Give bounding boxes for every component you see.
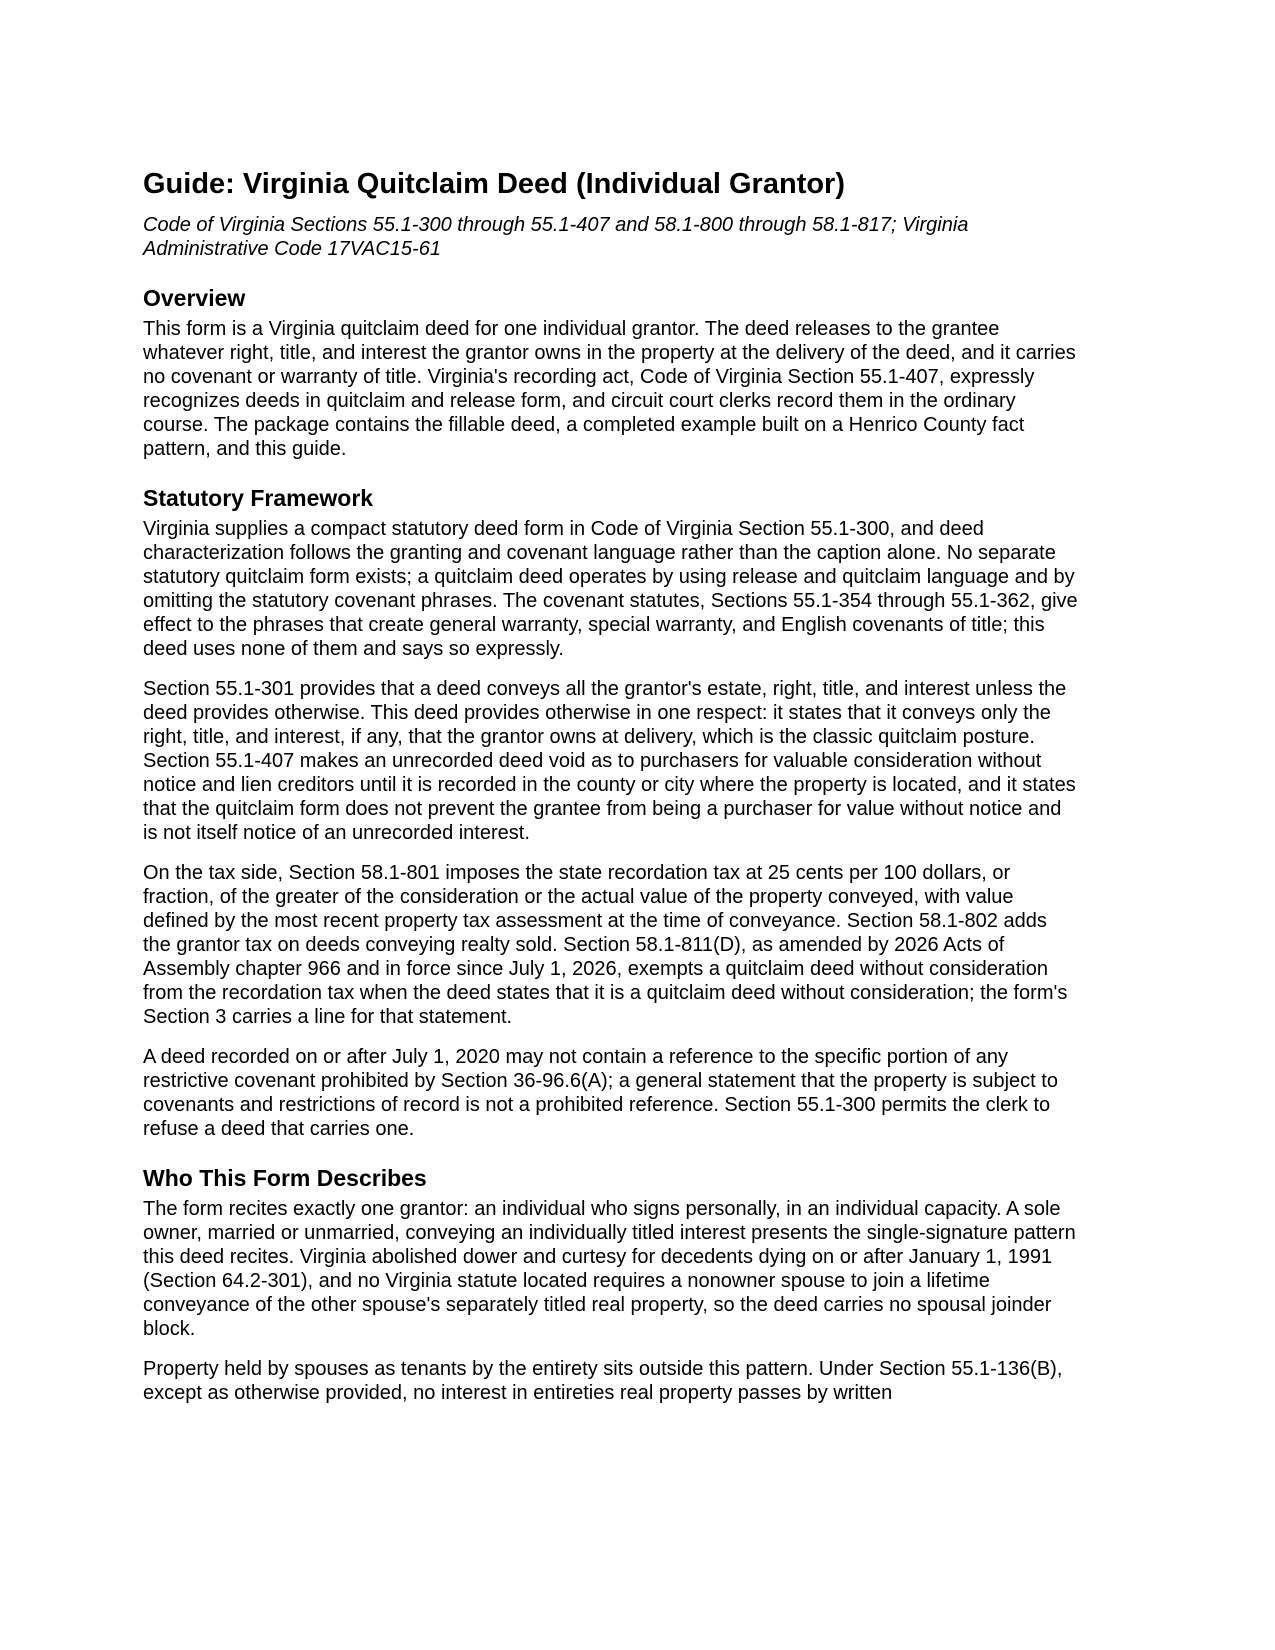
framework-paragraph-1: Virginia supplies a compact statutory deed form in Code of Virginia Section 55.1-300, and deed characterization follows the granting and covenant language rather than the caption alone. No separate statutory quitclaim form exists; a quitclaim deed operates by using release and quitclaim language and by omitting the statutory covenant phrases. The covenant statutes, Sections 55.1-354 through 55.1-362, give effect to the phrases that create general warranty, special warranty, and English covenants of title; this deed uses none of them and says so expressly.	[143, 518, 1078, 660]
section-heading-who-this-form-describes: Who This Form Describes	[143, 1165, 427, 1191]
section-heading-statutory-framework: Statutory Framework	[143, 485, 374, 511]
framework-paragraph-3: On the tax side, Section 58.1-801 imposes the state recordation tax at 25 cents per 100 dollars, or fraction, of the greater of the consideration or the actual value of the property conveyed, with value defined by the most recent property tax assessment at the time of conveyance. Section 58.1-802 adds the grantor tax on deeds conveying realty sold. Section 58.1-811(D), as amended by 2026 Acts of Assembly chapter 966 and in force since July 1, 2026, exempts a quitclaim deed without consideration from the recordation tax when the deed states that it is a quitclaim deed without consideration; the form's Section 3 carries a line for that statement.	[143, 862, 1068, 1028]
document-subtitle: Code of Virginia Sections 55.1-300 through 55.1-407 and 58.1-800 through 58.1-817; Virginia Administrative Code 17VAC15-61	[143, 214, 969, 260]
overview-paragraph: This form is a Virginia quitclaim deed for one individual grantor. The deed releases to the grantee whatever right, title, and interest the grantor owns in the property at the delivery of the deed, and it carries no covenant or warranty of title. Virginia's recording act, Code of Virginia Section 55.1-407, expressly recognizes deeds in quitclaim and release form, and circuit court clerks record them in the ordinary course. The package contains the fillable deed, a completed example built on a Henrico County fact pattern, and this guide.	[143, 318, 1076, 460]
framework-paragraph-2: Section 55.1-301 provides that a deed conveys all the grantor's estate, right, title, and interest unless the deed provides otherwise. This deed provides otherwise in one respect: it states that it conveys only the right, title, and interest, if any, that the grantor owns at delivery, which is the classic quitclaim posture. Section 55.1-407 makes an unrecorded deed void as to purchasers for valuable consideration without notice and lien creditors until it is recorded in the county or city where the property is located, and it states that the quitclaim form does not prevent the grantee from being a purchaser for value without notice and is not itself notice of an unrecorded interest.	[143, 678, 1076, 844]
describes-paragraph-2: Property held by spouses as tenants by the entirety sits outside this pattern. Under Section 55.1-136(B), except as otherwise provided, no interest in entireties real property passes by written	[143, 1358, 1063, 1404]
describes-paragraph-1: The form recites exactly one grantor: an individual who signs personally, in an individual capacity. A sole owner, married or unmarried, conveying an individually titled interest presents the single-signature pattern this deed recites. Virginia abolished dower and curtesy for decedents dying on or after January 1, 1991 (Section 64.2-301), and no Virginia statute located requires a nonowner spouse to join a lifetime conveyance of the other spouse's separately titled real property, so the deed carries no spousal joinder block.	[143, 1198, 1076, 1340]
framework-paragraph-4: A deed recorded on or after July 1, 2020 may not contain a reference to the specific portion of any restrictive covenant prohibited by Section 36-96.6(A); a general statement that the property is subject to covenants and restrictions of record is not a prohibited reference. Section 55.1-300 permits the clerk to refuse a deed that carries one.	[143, 1046, 1058, 1140]
document-page	[143, 164, 1078, 1405]
section-heading-overview: Overview	[143, 285, 246, 311]
document-title: Guide: Virginia Quitclaim Deed (Individual Grantor)	[143, 168, 846, 200]
